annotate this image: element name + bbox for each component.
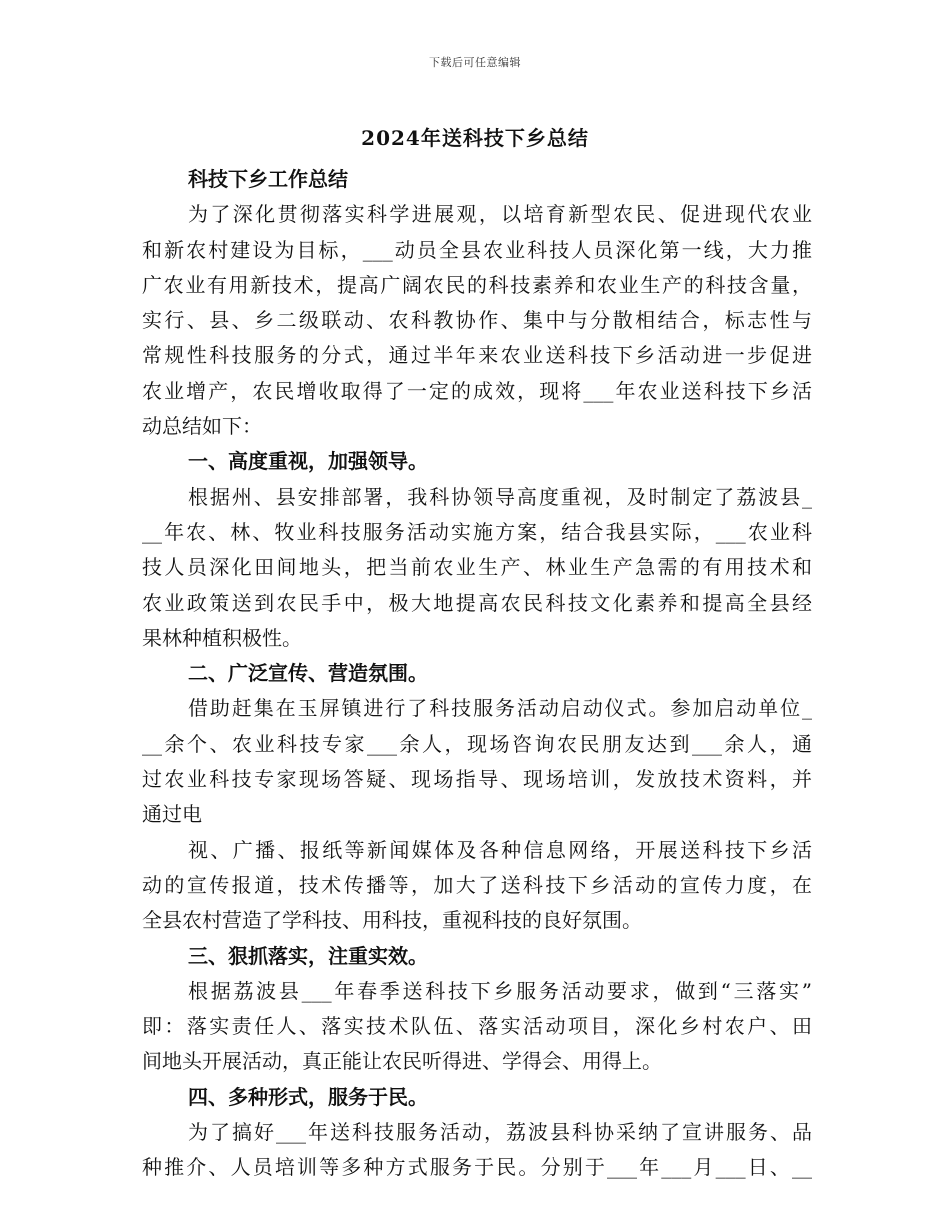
text-line: 根据荔波县___年春季送科技下乡服务活动要求，做到“三落实” [188, 978, 812, 1003]
text-line: 为了搞好___年送科技服务活动，荔波县科协采纳了宣讲服务、品 [188, 1120, 812, 1145]
section-heading: 三、狠抓落实，注重实效。 [188, 943, 428, 968]
section-heading: 一、高度重视，加强领导。 [188, 449, 428, 474]
text-line: 间地头开展活动，真正能让农民听得进、学得会、用得上。 [142, 1049, 662, 1074]
text-line: 农业政策送到农民手中，极大地提高农民科技文化素养和提高全县经 [142, 590, 812, 615]
text-line: 动总结如下： [142, 414, 262, 439]
text-line: 为了深化贯彻落实科学进展观，以培育新型农民、促进现代农业 [188, 202, 812, 227]
text-line: 广农业有用新技术，提高广阔农民的科技素养和农业生产的科技含量， [142, 272, 812, 297]
section-heading: 四、多种形式，服务于民。 [188, 1084, 428, 1109]
text-line: 技人员深化田间地头，把当前农业生产、林业生产急需的有用技术和 [142, 555, 812, 580]
document-body [142, 162, 812, 1186]
text-line: 借助赶集在玉屏镇进行了科技服务活动启动仪式。参加启动单位_ [188, 696, 812, 721]
text-line: 即：落实责任人、落实技术队伍、落实活动项目，深化乡村农户、田 [142, 1014, 812, 1039]
document-title: 2024年送科技下乡总结 [361, 126, 589, 150]
text-line: 动的宣传报道，技术传播等，加大了送科技下乡活动的宣传力度，在 [142, 872, 812, 897]
text-line: 过农业科技专家现场答疑、现场指导、现场培训，发放技术资料，并 [142, 767, 812, 792]
text-line: 根据州、县安排部署，我科协领导高度重视，及时制定了荔波县_ [188, 484, 812, 509]
text-line: __年农、林、牧业科技服务活动实施方案，结合我县实际，___农业科 [142, 519, 812, 544]
text-line: 科技下乡工作总结 [188, 167, 348, 191]
text-line: 和新农村建设为目标，___动员全县农业科技人员深化第一线，大力推 [142, 237, 812, 262]
text-line: 种推介、人员培训等多种方式服务于民。分别于___年___月___日、__ [142, 1155, 812, 1180]
text-line: 果林种植积极性。 [142, 625, 302, 650]
text-line: 全县农村营造了学科技、用科技，重视科技的良好氛围。 [142, 908, 642, 933]
text-line: 常规性科技服务的分式，通过半年来农业送科技下乡活动进一步促进 [142, 343, 812, 368]
text-line: __余个、农业科技专家___余人，现场咨询农民朋友达到___余人，通 [142, 731, 812, 756]
text-line: 农业增产，农民增收取得了一定的成效，现将___年农业送科技下乡活 [142, 378, 812, 403]
text-line: 通过电 [142, 802, 202, 827]
section-heading: 二、广泛宣传、营造氛围。 [188, 661, 428, 686]
text-line: 视、广播、报纸等新闻媒体及各种信息网络，开展送科技下乡活 [188, 837, 812, 862]
page-header-note: 下载后可任意编辑 [429, 56, 521, 69]
text-line: 实行、县、乡二级联动、农科教协作、集中与分散相结合，标志性与 [142, 308, 812, 333]
